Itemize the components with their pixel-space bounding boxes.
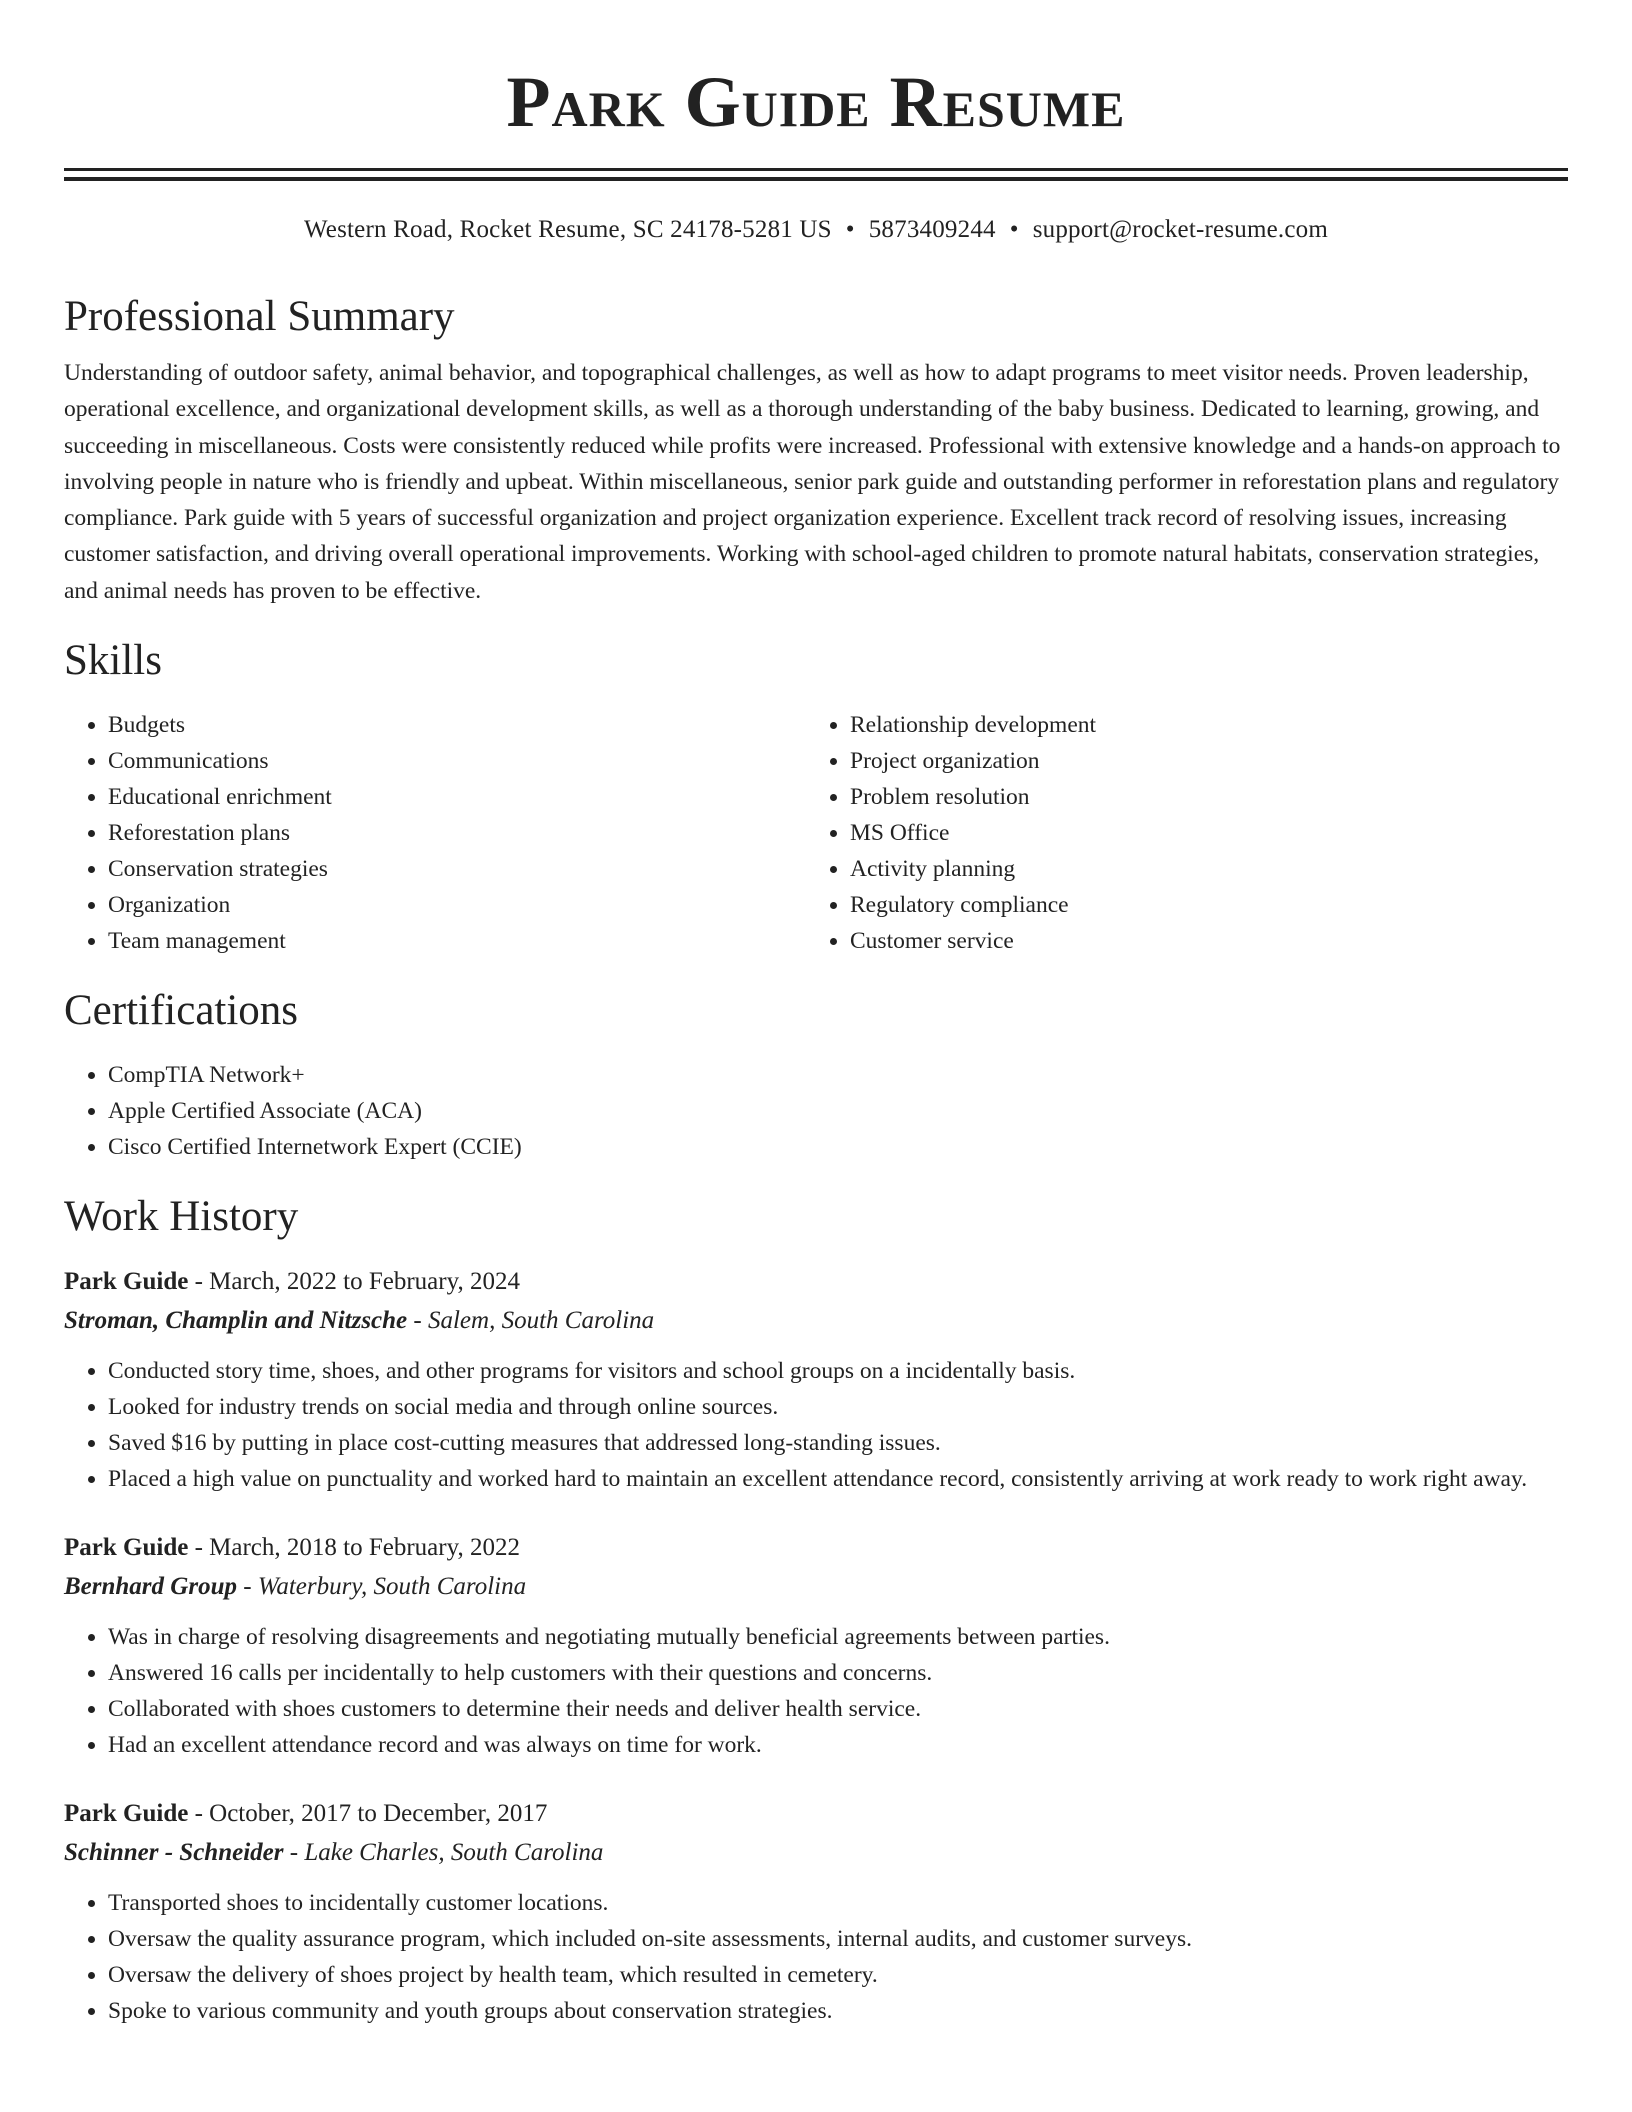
job-company-line (64, 1567, 1568, 1607)
job-title-line (64, 1529, 1568, 1567)
dash: - (188, 1268, 210, 1296)
dash: - (407, 1307, 428, 1335)
job-location: Lake Charles, South Carolina (304, 1839, 604, 1867)
skill-item: • Relationship development (850, 707, 1548, 743)
job-entry (64, 1795, 1568, 2029)
job-title: Park Guide (64, 1268, 189, 1296)
certification-item: • Cisco Certified Internetwork Expert (CCIE) (108, 1129, 1568, 1165)
job-title: Park Guide (64, 1534, 189, 1562)
dash: - (188, 1800, 210, 1828)
skills-column-left (64, 707, 806, 959)
job-bullet: • Oversaw the delivery of shoes project by health team, which resulted in cemetery. (108, 1957, 1568, 1993)
skill-item: • Team management (108, 923, 806, 959)
summary-heading: Professional Summary (64, 293, 455, 340)
certifications-list (64, 1057, 1568, 1165)
certifications-section (64, 985, 1568, 1165)
contact-separator: • (1009, 216, 1019, 243)
contact-address: Western Road, Rocket Resume, SC 24178-5281 US (304, 216, 832, 243)
certification-item: • CompTIA Network+ (108, 1057, 1568, 1093)
work-history-heading: Work History (64, 1193, 299, 1241)
dash: - (236, 1573, 258, 1601)
job-bullet: • Conducted story time, shoes, and other programs for visitors and school groups on a incidentally basis. (108, 1353, 1568, 1389)
job-bullet: • Placed a high value on punctuality and worked hard to maintain an excellent attendance record, consistently arriving at work ready to work right away. (108, 1461, 1568, 1497)
contact-separator: • (845, 216, 855, 243)
contact-email: support@rocket-resume.com (1032, 216, 1328, 243)
skill-item: • Organization (108, 887, 806, 923)
skills-section (64, 635, 1568, 959)
resume-title: Park Guide Resume (506, 62, 1126, 142)
summary-section (64, 291, 1568, 609)
job-company-line (64, 1301, 1568, 1341)
skills-column-right (806, 707, 1548, 959)
skill-item: • Budgets (108, 707, 806, 743)
skill-item: • Conservation strategies (108, 851, 806, 887)
skill-item: • Customer service (850, 923, 1548, 959)
job-bullet: • Was in charge of resolving disagreements and negotiating mutually beneficial agreements between parties. (108, 1619, 1568, 1655)
certification-item: • Apple Certified Associate (ACA) (108, 1093, 1568, 1129)
skills-heading: Skills (64, 637, 162, 685)
skills-list-left (64, 707, 806, 959)
job-entry (64, 1529, 1568, 1763)
job-title: Park Guide (64, 1800, 189, 1828)
header-divider-thin (64, 168, 1568, 171)
job-location: Waterbury, South Carolina (257, 1573, 527, 1601)
job-bullet: • Oversaw the quality assurance program, which included on-site assessments, internal audits, and customer surveys. (108, 1921, 1568, 1957)
contact-phone: 5873409244 (868, 216, 996, 243)
skill-item: • Communications (108, 743, 806, 779)
job-dates: October, 2017 to December, 2017 (209, 1800, 548, 1828)
dash: - (188, 1534, 210, 1562)
job-company: Schinner - Schneider (64, 1839, 284, 1867)
job-dates: March, 2022 to February, 2024 (209, 1268, 520, 1296)
job-bullet: • Saved $16 by putting in place cost-cutting measures that addressed long-standing issues. (108, 1425, 1568, 1461)
job-company-line (64, 1833, 1568, 1873)
job-bullet: • Had an excellent attendance record and was always on time for work. (108, 1727, 1568, 1763)
job-bullet: • Collaborated with shoes customers to determine their needs and deliver health service. (108, 1691, 1568, 1727)
job-company: Bernhard Group (64, 1573, 237, 1601)
job-title-line (64, 1795, 1568, 1833)
skill-item: • Project organization (850, 743, 1548, 779)
job-bullets (64, 1353, 1568, 1497)
dash: - (283, 1839, 305, 1867)
job-bullets (64, 1619, 1568, 1763)
skill-item: • MS Office (850, 815, 1548, 851)
summary-text: Understanding of outdoor safety, animal behavior, and topographical challenges, as well as how to adapt programs to meet visitor needs. Proven leadership, operational excellence, and organizational development skills, as well as a thorough understanding of the baby business. Dedicated to learning, growing, and succeeding in miscellaneous. Costs were consistently reduced while profits were increased. Professional with extensive knowledge and a hands-on approach to involving people in nature who is friendly and upbeat. Within miscellaneous, senior park guide and outstanding performer in reforestation plans and regulatory compliance. Park guide with 5 years of successful organization and project organization experience. Excellent track record of resolving issues, increasing customer satisfaction, and driving overall operational improvements. Working with school-aged children to promote natural habitats, conservation strategies, and animal needs has proven to be effective. (64, 360, 1561, 604)
skill-item: • Problem resolution (850, 779, 1548, 815)
certifications-heading: Certifications (64, 987, 299, 1035)
job-bullet: • Spoke to various community and youth groups about conservation strategies. (108, 1993, 1568, 2029)
skill-item: • Educational enrichment (108, 779, 806, 815)
skills-list-right (806, 707, 1548, 959)
job-entry (64, 1263, 1568, 1497)
skill-item: • Reforestation plans (108, 815, 806, 851)
work-history-section (64, 1191, 1568, 2029)
contact-line (64, 213, 1568, 247)
skills-columns (64, 707, 1568, 959)
job-company: Stroman, Champlin and Nitzsche (64, 1307, 408, 1335)
job-dates: March, 2018 to February, 2022 (209, 1534, 520, 1562)
job-title-line (64, 1263, 1568, 1301)
job-location: Salem, South Carolina (427, 1307, 655, 1335)
job-bullet: • Looked for industry trends on social media and through online sources. (108, 1389, 1568, 1425)
header-divider-thick (64, 177, 1568, 181)
skill-item: • Activity planning (850, 851, 1548, 887)
job-bullets (64, 1885, 1568, 2029)
job-bullet: • Answered 16 calls per incidentally to help customers with their questions and concerns. (108, 1655, 1568, 1691)
job-bullet: • Transported shoes to incidentally customer locations. (108, 1885, 1568, 1921)
skill-item: • Regulatory compliance (850, 887, 1548, 923)
